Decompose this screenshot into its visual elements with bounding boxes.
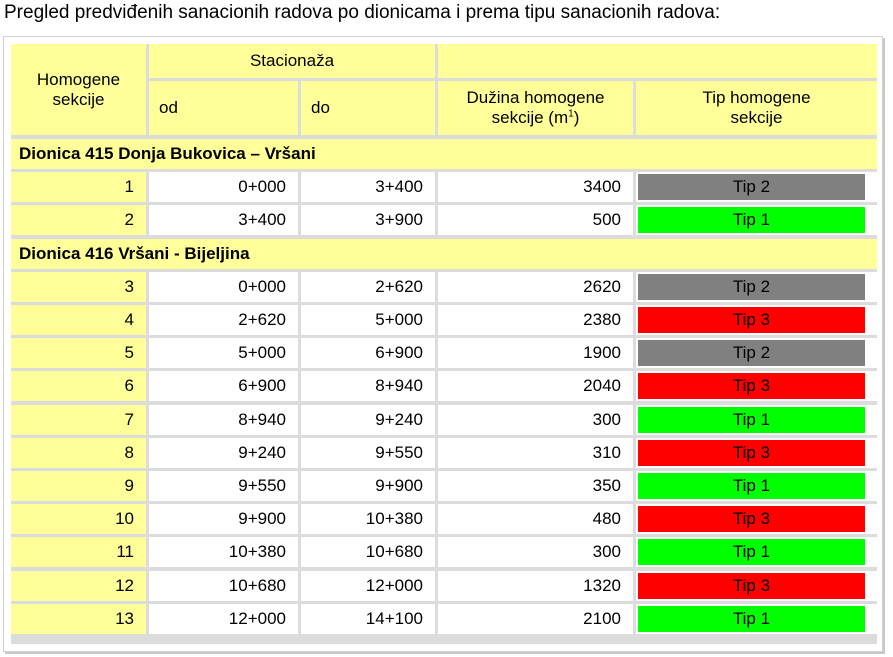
tip-badge-text: Tip 3: [732, 509, 771, 529]
row-length-cell: [438, 272, 633, 302]
row-number-cell-text: 4: [124, 310, 134, 329]
row-length-cell: [438, 305, 633, 335]
header-stacionaza: [149, 44, 435, 78]
row-number-cell: [11, 205, 146, 235]
tip-badge-text: Tip 2: [732, 276, 771, 296]
row-do-cell-text: 6+900: [375, 343, 423, 363]
row-number-cell: [11, 571, 146, 601]
row-tip-cell: [636, 504, 877, 534]
row-number-cell: [11, 305, 146, 335]
row-od-cell: [149, 272, 298, 302]
tip-badge-text: Tip 1: [732, 542, 771, 562]
row-od-cell-text: 9+900: [238, 509, 286, 529]
row-length-cell-text: 480: [592, 509, 621, 529]
section-header: [11, 239, 877, 269]
row-number-cell: [11, 504, 146, 534]
row-do-cell-text: 3+400: [375, 177, 423, 197]
row-number-cell: [11, 405, 146, 435]
row-number-cell-text: 7: [124, 409, 134, 429]
row-tip-cell: [636, 571, 877, 601]
row-tip-cell: [636, 405, 877, 435]
row-do-cell-text: 14+100: [365, 608, 423, 628]
header-do-label: do: [311, 98, 330, 117]
row-od-cell: [149, 471, 298, 501]
header-homogene-label: Homogene sekcije: [36, 69, 121, 109]
row-length-cell: [438, 205, 633, 235]
row-tip-cell: [636, 537, 877, 567]
header-od: [149, 81, 298, 135]
table-frame: [3, 36, 883, 652]
row-do-cell: [301, 537, 435, 567]
row-do-cell-text: 9+240: [375, 409, 423, 429]
row-tip-cell: [636, 172, 877, 202]
row-od-cell-text: 5+000: [238, 343, 286, 363]
row-do-cell-text: 10+680: [365, 542, 423, 562]
row-od-cell-text: 9+550: [238, 476, 286, 495]
row-length-cell-text: 500: [592, 210, 621, 230]
header-duzina: [438, 81, 633, 135]
row-length-cell-text: 1320: [583, 575, 621, 595]
row-number-cell-text: 10: [115, 509, 134, 529]
row-do-cell: [301, 571, 435, 601]
row-od-cell: [149, 371, 298, 401]
row-od-cell-text: 10+680: [228, 575, 286, 595]
row-do-cell-text: 10+380: [365, 509, 423, 529]
row-length-cell-text: 2100: [583, 608, 621, 628]
row-do-cell: [301, 172, 435, 202]
row-tip-cell: [636, 205, 877, 235]
row-do-cell-text: 5+000: [375, 310, 423, 329]
row-do-cell-text: 12+000: [365, 575, 423, 595]
row-tip-cell: [636, 604, 877, 634]
tip-badge-text: Tip 2: [732, 177, 771, 197]
row-length-cell-text: 2380: [583, 310, 621, 329]
section-header-text: Dionica 416 Vršani - Bijeljina: [19, 243, 250, 263]
tip-badge: [638, 340, 865, 366]
tip-badge: [638, 440, 865, 466]
row-length-cell: [438, 438, 633, 468]
row-tip-cell: [636, 305, 877, 335]
row-number-cell-text: 13: [115, 608, 134, 628]
row-number-cell-text: 11: [116, 542, 134, 562]
row-od-cell-text: 9+240: [238, 442, 286, 462]
row-length-cell: [438, 471, 633, 501]
row-length-cell-text: 3400: [583, 177, 621, 197]
row-tip-cell: [636, 338, 877, 368]
tip-badge: [638, 606, 865, 632]
row-number-cell-text: 5: [124, 343, 134, 363]
row-number-cell-text: 2: [124, 210, 134, 230]
header-blank: [438, 44, 877, 78]
tip-badge: [638, 207, 865, 233]
tip-badge: [638, 573, 865, 599]
tip-badge: [638, 473, 865, 499]
row-od-cell: [149, 338, 298, 368]
row-length-cell-text: 2040: [583, 376, 621, 396]
tip-badge-text: Tip 3: [732, 442, 771, 462]
tip-badge-text: Tip 3: [732, 575, 771, 595]
tip-badge: [638, 373, 865, 399]
tip-badge-text: Tip 1: [732, 210, 771, 230]
row-length-cell: [438, 604, 633, 634]
row-do-cell: [301, 272, 435, 302]
tip-badge: [638, 506, 865, 532]
row-od-cell: [149, 571, 298, 601]
header-duzina-end: ): [573, 108, 580, 127]
row-length-cell-text: 300: [592, 542, 621, 562]
tip-badge-text: Tip 1: [732, 476, 771, 495]
header-tip-label: Tip homogene sekcije: [702, 88, 811, 127]
row-od-cell-text: 10+380: [228, 542, 286, 562]
row-do-cell: [301, 604, 435, 634]
row-do-cell-text: 8+940: [375, 376, 423, 396]
section-header: [11, 139, 877, 169]
tip-badge-text: Tip 3: [732, 310, 771, 329]
sections-table: [11, 44, 877, 644]
header-duzina-label: [446, 88, 626, 128]
row-number-cell-text: 12: [115, 575, 134, 595]
row-length-cell-text: 2620: [583, 276, 621, 296]
header-od-label: od: [159, 98, 178, 117]
row-od-cell: [149, 205, 298, 235]
row-number-cell: [11, 272, 146, 302]
section-header-text: Dionica 415 Donja Bukovica – Vršani: [19, 144, 316, 163]
row-od-cell-text: 3+400: [238, 210, 286, 230]
row-od-cell: [149, 438, 298, 468]
row-od-cell: [149, 172, 298, 202]
header-stacionaza-label: Stacionaža: [249, 51, 335, 70]
header-duzina-text: Dužina homogene sekcije (m: [466, 88, 605, 127]
row-length-cell-text: 1900: [583, 343, 621, 363]
row-od-cell: [149, 537, 298, 567]
row-length-cell: [438, 571, 633, 601]
row-number-cell: [11, 172, 146, 202]
header-do: [301, 81, 435, 135]
row-tip-cell: [636, 371, 877, 401]
row-od-cell: [149, 604, 298, 634]
row-length-cell: [438, 405, 633, 435]
row-do-cell-text: 9+550: [375, 442, 423, 462]
row-number-cell-text: 8: [124, 442, 134, 462]
row-do-cell: [301, 338, 435, 368]
tip-badge-text: Tip 1: [732, 409, 771, 429]
header-tip: [636, 81, 877, 135]
row-tip-cell: [636, 438, 877, 468]
row-number-cell: [11, 471, 146, 501]
row-length-cell: [438, 504, 633, 534]
row-length-cell: [438, 537, 633, 567]
row-number-cell: [11, 438, 146, 468]
row-od-cell-text: 8+940: [238, 409, 286, 429]
row-do-cell: [301, 371, 435, 401]
row-od-cell-text: 0+000: [238, 276, 286, 296]
page-caption: Pregled predviđenih sanacionih radova po dionicama i prema tipu sanacionih radova:: [4, 2, 721, 23]
row-tip-cell: [636, 471, 877, 501]
row-od-cell: [149, 504, 298, 534]
row-number-cell: [11, 371, 146, 401]
row-do-cell: [301, 504, 435, 534]
row-od-cell-text: 12+000: [228, 608, 286, 628]
row-number-cell: [11, 338, 146, 368]
row-length-cell-text: 310: [592, 442, 621, 462]
row-od-cell-text: 2+620: [238, 310, 286, 329]
row-od-cell: [149, 405, 298, 435]
row-od-cell-text: 6+900: [238, 376, 286, 396]
row-tip-cell: [636, 272, 877, 302]
row-number-cell-text: 1: [124, 177, 134, 197]
row-do-cell: [301, 205, 435, 235]
tip-badge-text: Tip 3: [732, 376, 771, 396]
row-do-cell-text: 2+620: [375, 276, 423, 296]
row-do-cell-text: 9+900: [375, 476, 423, 495]
header-homogene-sekcije: [11, 44, 146, 135]
row-number-cell-text: 6: [124, 376, 134, 396]
row-do-cell: [301, 471, 435, 501]
row-od-cell-text: 0+000: [238, 177, 286, 197]
header-duzina-sup: 1: [568, 108, 574, 120]
tip-badge: [638, 174, 865, 200]
tip-badge-text: Tip 2: [732, 343, 771, 363]
row-number-cell: [11, 604, 146, 634]
row-do-cell-text: 3+900: [375, 210, 423, 230]
row-number-cell: [11, 537, 146, 567]
row-number-cell-text: 3: [124, 276, 134, 296]
tip-badge: [638, 274, 865, 300]
row-length-cell-text: 300: [592, 409, 621, 429]
row-do-cell: [301, 438, 435, 468]
row-do-cell: [301, 405, 435, 435]
tip-badge: [638, 539, 865, 565]
tip-badge-text: Tip 1: [732, 608, 771, 628]
row-length-cell-text: 350: [592, 476, 621, 495]
row-do-cell: [301, 305, 435, 335]
tip-badge: [638, 407, 865, 433]
row-length-cell: [438, 338, 633, 368]
row-number-cell-text: 9: [124, 476, 134, 495]
row-length-cell: [438, 371, 633, 401]
tip-badge: [638, 307, 865, 333]
row-od-cell: [149, 305, 298, 335]
row-length-cell: [438, 172, 633, 202]
